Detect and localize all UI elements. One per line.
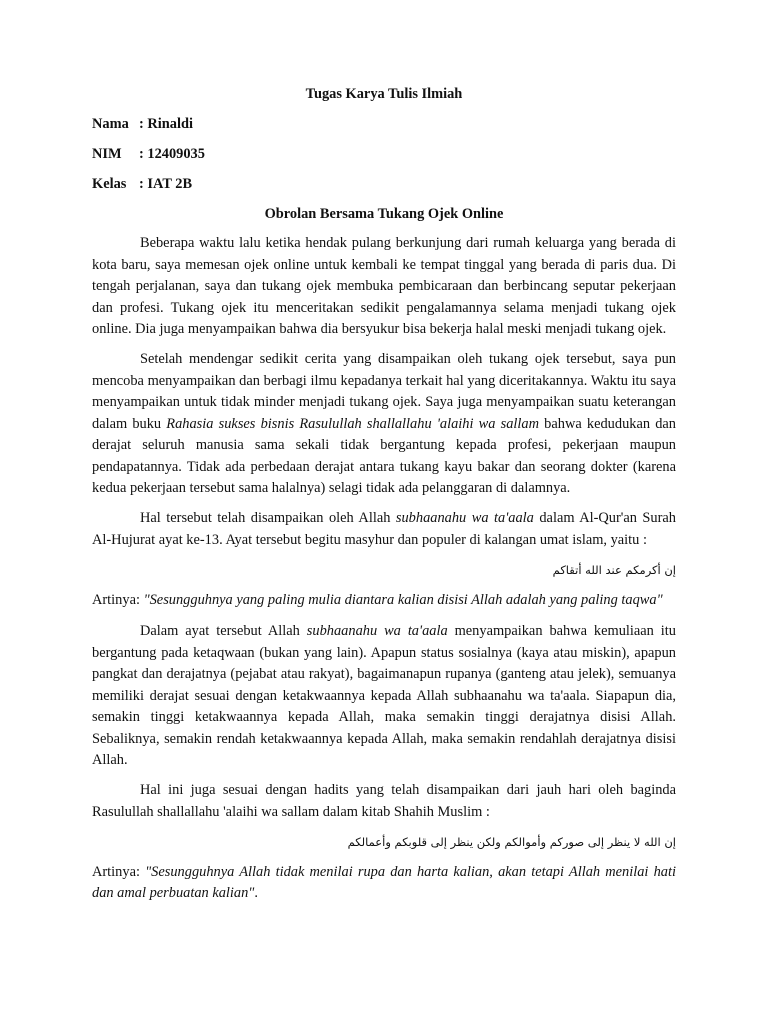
document-page [92,84,676,915]
identity-name-label: Nama [92,115,129,132]
identity-nim-label: NIM [92,145,122,162]
paragraph-2-text-a: Setelah mendengar sedikit cerita yang disampaikan oleh tukang ojek tersebut, saya pun mencoba menyampaikan dan berbagi ilmu kepadanya terkait hal yang diceritakannya. Waktu itu saya menyampaikan untuk tidak minder menjadi tukang ojek. Saya juga menyampaikan suatu keterangan dalam buku [92,351,676,432]
paragraph-5: Hal ini juga sesuai dengan hadits yang telah disampaikan dari jauh hari oleh baginda Rasulullah shallallahu 'alaihi wa sallam dalam kitab Shahih Muslim : [92,782,676,820]
paragraph-4-text-a: Dalam ayat tersebut Allah [140,623,307,639]
paragraph-4-italic: subhaanahu wa ta'aala [306,623,448,639]
translation-2-quote: "Sesungguhnya Allah tidak menilai rupa dan harta kalian, akan tetapi Allah menilai hati dan amal perbuatan kalian" [92,863,676,901]
paragraph-3 [92,508,676,551]
book-title-italic: Rahasia sukses bisnis Rasulullah shallallahu 'alaihi wa sallam [166,415,539,432]
paragraph-3-text-b: dalam Al-Qur'an Surah Al-Hujurat ayat ke-13. Ayat tersebut begitu masyhur dan populer di kalangan umat islam, yaitu : [92,510,677,548]
paragraph-2 [92,349,676,500]
identity-name-value: : Rinaldi [139,115,193,132]
document-title: Tugas Karya Tulis Ilmiah [305,86,463,102]
identity-name-row [92,114,676,136]
translation-2-label: Artinya: [92,863,146,880]
arabic-verse: إن أكرمكم عند الله أتقاكم [552,562,676,577]
translation-1-label: Artinya: [92,591,144,608]
translation-2 [92,862,676,905]
identity-class-row [92,174,676,196]
paragraph-4 [92,621,676,772]
document-subtitle: Obrolan Bersama Tukang Ojek Online [264,205,504,222]
identity-class-label: Kelas [92,175,127,192]
paragraph-4-text-b: menyampaikan bahwa kemuliaan itu bergantung pada ketaqwaan (bukan yang lain). Apapun status sosialnya (kaya atau miskin), apapun pangkat dan derajatnya (pejabat atau rakyat), bagaimanapun rupanya (ganteng atau jelek), semuanya memiliki derajat sesuai dengan ketakwaannya kepada Allah subhaanahu wa ta'aala. Siapapun dia, semakin tinggi ketakwaannya kepada Allah, maka semakin tinggi derajatnya disisi Allah. Sebaliknya, semakin rendah ketakwaannya kepada Allah, maka semakin rendahlah derajatnya disisi Allah. [92,623,676,768]
translation-1-quote: "Sesungguhnya yang paling mulia diantara kalian disisi Allah adalah yang paling taqwa" [143,591,663,608]
paragraph-1: Beberapa waktu lalu ketika hendak pulang berkunjung dari rumah keluarga yang berada di kota baru, saya memesan ojek online untuk kembali ke tempat tinggal yang berada di paris dua. Di tengah perjalanan, saya dan tukang ojek membuka pembicaraan dan berbincang seputar pekerjaan dan profesi. Tukang ojek itu menceritakan sedikit pengalamannya selama menjadi tukang ojek online. Dia juga menyampaikan bahwa dia bersyukur bisa bekerja halal meski menjadi tukang ojek. [92,235,676,337]
identity-class-value: : IAT 2B [139,175,193,192]
paragraph-3-italic: subhaanahu wa ta'aala [395,510,534,526]
paragraph-3-text-a: Hal tersebut telah disampaikan oleh Allah [140,510,396,526]
translation-2-end: . [254,885,258,901]
paragraph-2-text-b: bahwa kedudukan dan derajat seluruh manusia sama sekali tidak bergantung kepada profesi, pekerjaan maupun pendapatannya. Tidak ada perbedaan derajat antara tukang kayu bakar dan seorang dokter (karena kedua pekerjaan tersebut sama halalnya) selagi tidak ada pelanggaran di dalamnya. [92,415,676,496]
arabic-hadith: إن الله لا ينظر إلى صوركم وأموالكم ولكن ينظر إلى قلوبكم وأعمالكم [347,834,676,849]
identity-nim-value: : 12409035 [139,145,205,162]
translation-1 [92,590,676,612]
identity-nim-row [92,144,676,166]
